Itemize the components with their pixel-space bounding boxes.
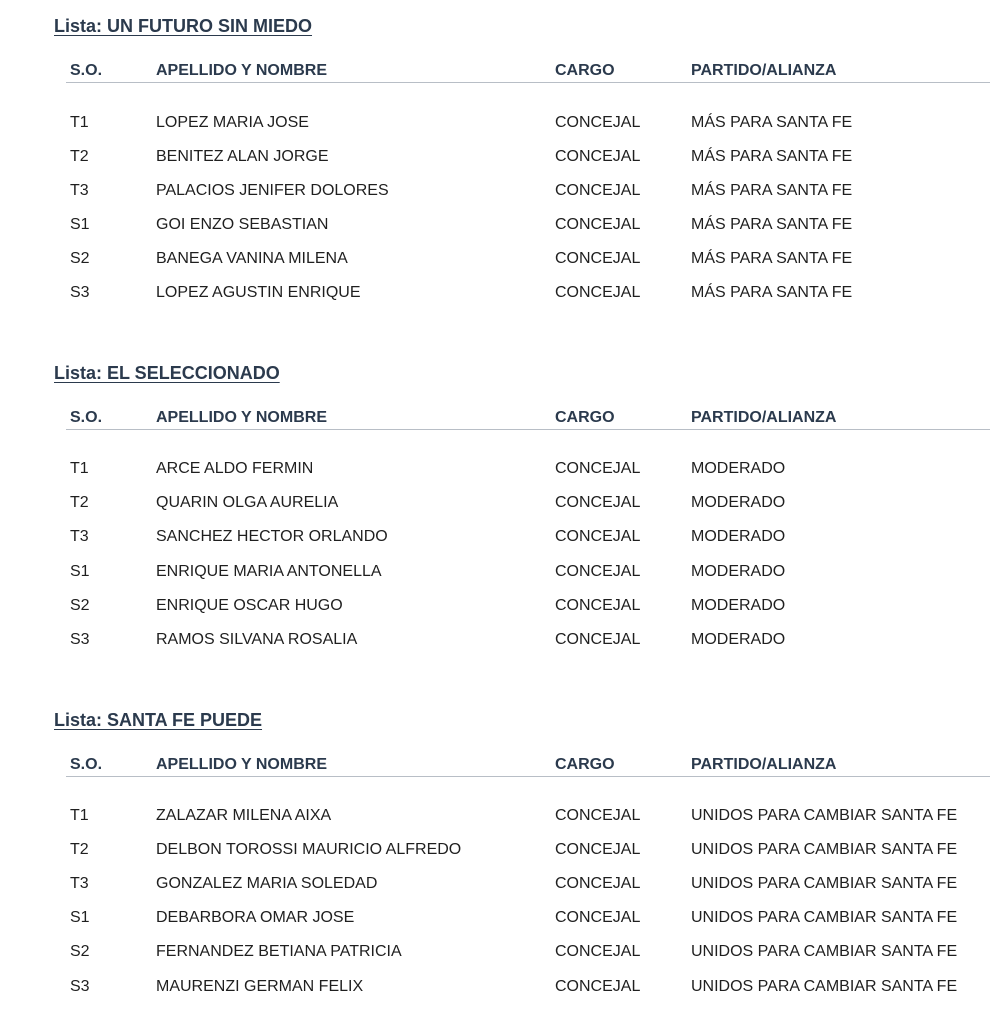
- row-so: S1: [70, 909, 90, 926]
- row-partido: MODERADO: [691, 597, 786, 614]
- table-row: [0, 631, 990, 653]
- row-partido: UNIDOS PARA CAMBIAR SANTA FE: [691, 978, 958, 995]
- header-divider: [66, 776, 990, 777]
- table-row: [0, 597, 990, 619]
- row-so: T2: [70, 841, 89, 858]
- header-cargo: CARGO: [555, 409, 615, 426]
- row-cargo: CONCEJAL: [555, 909, 641, 926]
- table-header: [0, 409, 990, 431]
- row-cargo: CONCEJAL: [555, 631, 641, 648]
- row-so: T1: [70, 460, 89, 477]
- row-cargo: CONCEJAL: [555, 284, 641, 301]
- row-cargo: CONCEJAL: [555, 563, 641, 580]
- table-row: [0, 943, 990, 965]
- row-name: LOPEZ AGUSTIN ENRIQUE: [156, 284, 361, 301]
- table-row: [0, 563, 990, 585]
- table-row: [0, 460, 990, 482]
- row-so: S3: [70, 631, 90, 648]
- table-row: [0, 528, 990, 550]
- row-name: BENITEZ ALAN JORGE: [156, 148, 329, 165]
- header-so: S.O.: [70, 62, 103, 79]
- row-partido: MODERADO: [691, 631, 786, 648]
- table-row: [0, 807, 990, 829]
- table-row: [0, 182, 990, 204]
- row-so: S2: [70, 597, 90, 614]
- list-title: Lista: UN FUTURO SIN MIEDO: [54, 16, 313, 36]
- header-partido: PARTIDO/ALIANZA: [691, 409, 837, 426]
- row-so: T3: [70, 875, 89, 892]
- row-name: ENRIQUE MARIA ANTONELLA: [156, 563, 382, 580]
- header-cargo: CARGO: [555, 62, 615, 79]
- header-partido: PARTIDO/ALIANZA: [691, 62, 837, 79]
- row-cargo: CONCEJAL: [555, 597, 641, 614]
- row-name: LOPEZ MARIA JOSE: [156, 114, 309, 131]
- row-partido: MÁS PARA SANTA FE: [691, 284, 853, 301]
- row-so: T3: [70, 182, 89, 199]
- header-so: S.O.: [70, 409, 103, 426]
- row-cargo: CONCEJAL: [555, 216, 641, 233]
- row-cargo: CONCEJAL: [555, 250, 641, 267]
- row-so: T1: [70, 114, 89, 131]
- row-name: BANEGA VANINA MILENA: [156, 250, 348, 267]
- row-name: DELBON TOROSSI MAURICIO ALFREDO: [156, 841, 462, 858]
- table-row: [0, 841, 990, 863]
- row-partido: UNIDOS PARA CAMBIAR SANTA FE: [691, 841, 958, 858]
- table-row: [0, 114, 990, 136]
- row-partido: UNIDOS PARA CAMBIAR SANTA FE: [691, 875, 958, 892]
- list-title: Lista: EL SELECCIONADO: [54, 363, 280, 383]
- row-name: ENRIQUE OSCAR HUGO: [156, 597, 343, 614]
- row-partido: MODERADO: [691, 460, 786, 477]
- row-cargo: CONCEJAL: [555, 182, 641, 199]
- header-name: APELLIDO Y NOMBRE: [156, 62, 327, 79]
- row-name: GONZALEZ MARIA SOLEDAD: [156, 875, 378, 892]
- row-name: MAURENZI GERMAN FELIX: [156, 978, 364, 995]
- row-cargo: CONCEJAL: [555, 875, 641, 892]
- table-row: [0, 494, 990, 516]
- table-row: [0, 978, 990, 1000]
- row-partido: MÁS PARA SANTA FE: [691, 148, 853, 165]
- row-cargo: CONCEJAL: [555, 460, 641, 477]
- row-partido: UNIDOS PARA CAMBIAR SANTA FE: [691, 807, 958, 824]
- row-name: QUARIN OLGA AURELIA: [156, 494, 339, 511]
- header-name: APELLIDO Y NOMBRE: [156, 409, 327, 426]
- row-cargo: CONCEJAL: [555, 494, 641, 511]
- row-name: SANCHEZ HECTOR ORLANDO: [156, 528, 388, 545]
- row-so: S2: [70, 943, 90, 960]
- header-cargo: CARGO: [555, 756, 615, 773]
- row-cargo: CONCEJAL: [555, 807, 641, 824]
- row-name: PALACIOS JENIFER DOLORES: [156, 182, 389, 199]
- table-row: [0, 284, 990, 306]
- row-so: S2: [70, 250, 90, 267]
- row-so: T3: [70, 528, 89, 545]
- row-name: FERNANDEZ BETIANA PATRICIA: [156, 943, 402, 960]
- row-cargo: CONCEJAL: [555, 528, 641, 545]
- row-so: T2: [70, 148, 89, 165]
- row-so: S3: [70, 284, 90, 301]
- header-so: S.O.: [70, 756, 103, 773]
- table-header: [0, 756, 990, 778]
- row-cargo: CONCEJAL: [555, 978, 641, 995]
- header-divider: [66, 429, 990, 430]
- row-partido: MÁS PARA SANTA FE: [691, 216, 853, 233]
- row-partido: MODERADO: [691, 563, 786, 580]
- row-cargo: CONCEJAL: [555, 148, 641, 165]
- row-cargo: CONCEJAL: [555, 943, 641, 960]
- row-partido: UNIDOS PARA CAMBIAR SANTA FE: [691, 943, 958, 960]
- row-so: T1: [70, 807, 89, 824]
- header-divider: [66, 82, 990, 83]
- row-name: DEBARBORA OMAR JOSE: [156, 909, 355, 926]
- row-so: S1: [70, 563, 90, 580]
- table-row: [0, 216, 990, 238]
- row-so: S1: [70, 216, 90, 233]
- table-header: [0, 62, 990, 84]
- row-cargo: CONCEJAL: [555, 841, 641, 858]
- row-name: ZALAZAR MILENA AIXA: [156, 807, 332, 824]
- table-row: [0, 909, 990, 931]
- header-name: APELLIDO Y NOMBRE: [156, 756, 327, 773]
- table-row: [0, 250, 990, 272]
- list-title: Lista: SANTA FE PUEDE: [54, 710, 263, 730]
- row-partido: MÁS PARA SANTA FE: [691, 114, 853, 131]
- table-row: [0, 875, 990, 897]
- row-partido: MÁS PARA SANTA FE: [691, 182, 853, 199]
- row-partido: MODERADO: [691, 494, 786, 511]
- table-row: [0, 148, 990, 170]
- row-so: S3: [70, 978, 90, 995]
- row-name: RAMOS SILVANA ROSALIA: [156, 631, 358, 648]
- row-partido: MÁS PARA SANTA FE: [691, 250, 853, 267]
- row-partido: UNIDOS PARA CAMBIAR SANTA FE: [691, 909, 958, 926]
- row-name: GOI ENZO SEBASTIAN: [156, 216, 329, 233]
- row-partido: MODERADO: [691, 528, 786, 545]
- row-so: T2: [70, 494, 89, 511]
- row-cargo: CONCEJAL: [555, 114, 641, 131]
- row-name: ARCE ALDO FERMIN: [156, 460, 314, 477]
- header-partido: PARTIDO/ALIANZA: [691, 756, 837, 773]
